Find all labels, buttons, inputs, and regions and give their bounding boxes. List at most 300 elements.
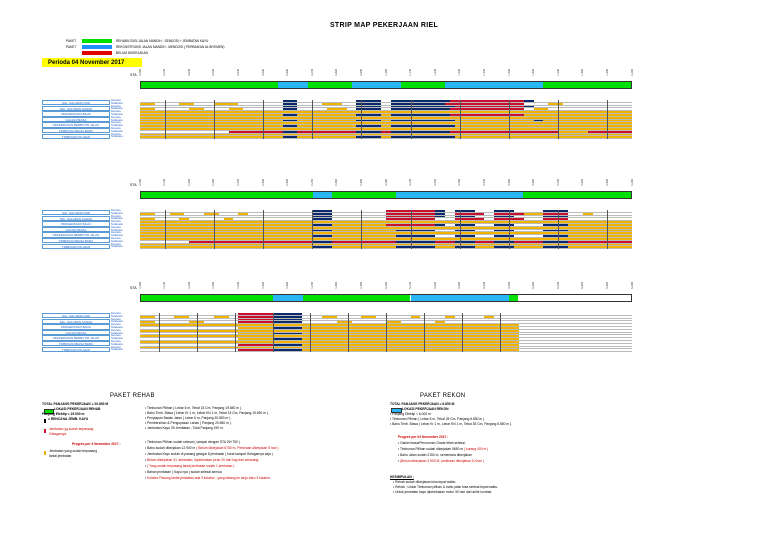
track-segment bbox=[494, 241, 514, 243]
bullet-item bbox=[393, 490, 492, 495]
row-label: GALIAN BIASA bbox=[42, 330, 110, 335]
bullet-item bbox=[398, 453, 472, 458]
track-segment bbox=[273, 327, 303, 329]
row-sub-label: Rencana bbox=[111, 242, 121, 246]
strip-bar bbox=[140, 294, 632, 302]
track-segment bbox=[543, 216, 568, 218]
track-segment bbox=[283, 108, 298, 110]
sta-tick: 4+500 bbox=[261, 282, 265, 289]
sta-tick: 0+600 bbox=[286, 69, 290, 76]
bullet-item bbox=[145, 426, 224, 431]
jembatan-line bbox=[462, 313, 463, 352]
sta-tick: 2+500 bbox=[261, 179, 265, 186]
track-segment bbox=[494, 224, 514, 226]
track-segment bbox=[455, 210, 475, 212]
sta-tick: 5+700 bbox=[556, 282, 560, 289]
sta-tick: 1+900 bbox=[605, 69, 609, 76]
track-segment bbox=[140, 316, 155, 318]
bullet-item bbox=[145, 458, 259, 463]
sta-tick: 3+300 bbox=[458, 179, 462, 186]
bullet-note: ( Yang sudah terpasang lantai jembatan sudah 1 jembatan ) bbox=[147, 464, 235, 468]
sta-tick: 0+500 bbox=[261, 69, 265, 76]
sta-tick: 5+100 bbox=[409, 282, 413, 289]
row-sub-label: Terlaksana bbox=[111, 320, 123, 324]
sta-tick: 2+100 bbox=[163, 179, 167, 186]
row-label: GALIAN BIASA bbox=[42, 227, 110, 232]
track-segment bbox=[568, 230, 632, 232]
track-segment bbox=[514, 241, 544, 243]
track-segment bbox=[356, 136, 381, 138]
track-segment bbox=[312, 224, 332, 226]
track-segment bbox=[140, 125, 283, 127]
track-segment bbox=[297, 136, 356, 138]
bullet-item bbox=[398, 441, 466, 446]
bullet-icon: • bbox=[145, 446, 148, 450]
sta-tick: 0+300 bbox=[212, 69, 216, 76]
row-sub-label: Terlaksana bbox=[111, 223, 123, 226]
track-segment bbox=[445, 103, 524, 105]
sta-tick: 0+800 bbox=[335, 69, 339, 76]
track-segment bbox=[140, 136, 283, 138]
jembatan-line bbox=[509, 210, 510, 249]
track-segment bbox=[396, 235, 435, 237]
bullet-icon: • bbox=[398, 459, 401, 463]
strip-bar bbox=[140, 191, 632, 199]
jembatan-line bbox=[424, 313, 425, 352]
bullet-icon: • bbox=[390, 417, 393, 421]
track-segment bbox=[543, 213, 568, 215]
track-segment bbox=[558, 131, 588, 133]
sta-tick: 1+700 bbox=[556, 69, 560, 76]
bullet-icon: • bbox=[390, 422, 393, 426]
track-segment bbox=[435, 213, 445, 215]
jembatan-line bbox=[214, 210, 215, 249]
track-segment bbox=[302, 333, 518, 335]
track-segment bbox=[238, 349, 272, 351]
jembatan-line bbox=[310, 313, 311, 352]
bullet-item bbox=[145, 464, 234, 469]
sta-tick: 4+900 bbox=[359, 282, 363, 289]
row-sub-label: Rencana bbox=[111, 340, 121, 343]
track-segment bbox=[475, 241, 495, 243]
sta-tick: 2+000 bbox=[138, 179, 142, 186]
row-label: SAL. SALURAN KIRI bbox=[42, 210, 110, 215]
bullet-item bbox=[145, 406, 242, 411]
bullet-note: ( kurang 400 m ) bbox=[464, 447, 489, 451]
sta-tick: 2+400 bbox=[236, 179, 240, 186]
row-sub-label: Terlaksana bbox=[111, 217, 123, 221]
track-segment bbox=[179, 103, 194, 105]
row-label: PERKERASAN BERBUTIR JALAN bbox=[42, 335, 110, 340]
track-segment bbox=[475, 246, 495, 248]
row-sub-label: Terlaksana bbox=[111, 342, 123, 346]
track-segment bbox=[568, 224, 632, 226]
track-segment bbox=[543, 241, 568, 243]
row-label: PENGERASAN BAHU bbox=[42, 221, 110, 226]
bullet-text: Timbunan Pilihan ( Lebar 6 m, Tebal 25 Cm, Panjang 6.850 m ). bbox=[392, 417, 486, 421]
sta-tick: 2+700 bbox=[310, 179, 314, 186]
bullet-item bbox=[398, 447, 488, 452]
jembatan-line bbox=[411, 100, 412, 139]
track-segment bbox=[435, 216, 445, 218]
legend-swatch-green bbox=[82, 39, 112, 43]
row-sub-label: Rencana bbox=[111, 323, 121, 327]
jembatan-line bbox=[411, 210, 412, 249]
bullet-note: Kolabor Pasang lantai jembatan ada 3 kolabor , yang datang ke lanju baru 3 kolabor. bbox=[147, 476, 271, 480]
bullet-icon: • bbox=[393, 485, 396, 489]
sta-tick: 4+800 bbox=[335, 282, 339, 289]
bar-segment bbox=[509, 295, 519, 301]
sta-tick: 6+000 bbox=[630, 282, 634, 289]
track-segment bbox=[391, 103, 445, 105]
bullet-icon: • bbox=[145, 470, 148, 474]
row-sub-label: Terlaksana bbox=[111, 239, 123, 243]
track-segment bbox=[283, 106, 298, 108]
track-segment bbox=[332, 224, 386, 226]
track-segment bbox=[583, 213, 593, 215]
track-segment bbox=[140, 213, 155, 215]
track-segment bbox=[396, 246, 435, 248]
bullet-item bbox=[145, 446, 278, 451]
rekon-total: TOTAL PANJANG PEKERJAAN = 6.850 M bbox=[390, 402, 455, 406]
jembatan-line bbox=[460, 210, 461, 249]
sta-tick: 0+000 bbox=[138, 69, 142, 76]
track-segment bbox=[297, 114, 356, 116]
track-segment bbox=[396, 241, 435, 243]
bar-segment bbox=[543, 82, 631, 88]
row-sub-label: Terlaksana bbox=[111, 101, 123, 105]
track-segment bbox=[140, 235, 312, 237]
bullet-text: Bahu sudah dikerjakan 12.900 m bbox=[147, 446, 197, 450]
jembatan-marker-icon bbox=[44, 419, 46, 423]
bullet-icon: • bbox=[398, 441, 401, 445]
track-segment bbox=[238, 344, 272, 346]
jembatan-line bbox=[197, 313, 198, 352]
jembatan-line bbox=[386, 313, 387, 352]
bullet-note: ( Belum dikerjakan 6750 m, Perkiraan dikerjakan 5 hari ) bbox=[196, 446, 279, 450]
track-segment bbox=[361, 316, 376, 318]
legend-row-rekon bbox=[66, 44, 224, 49]
bullet-icon: • bbox=[145, 452, 148, 456]
bullet-item bbox=[393, 485, 498, 490]
track-segment bbox=[273, 333, 303, 335]
bullet-icon: • bbox=[145, 458, 148, 462]
track-segment bbox=[391, 106, 455, 108]
track-segment bbox=[283, 114, 298, 116]
track-segment bbox=[332, 230, 396, 232]
rehab-panjang: Panjang Efektip = 19.000 m bbox=[42, 412, 85, 416]
track-segment bbox=[356, 103, 381, 105]
row-label: SAL. SALURAN KIRI bbox=[42, 313, 110, 318]
sta-tick: 5+800 bbox=[581, 282, 585, 289]
track-segment bbox=[273, 344, 303, 346]
jembatan-line bbox=[165, 210, 166, 249]
track-segment bbox=[214, 316, 229, 318]
bullet-icon: • bbox=[393, 490, 396, 494]
jembatan-line bbox=[263, 210, 264, 249]
track-segment bbox=[297, 120, 356, 122]
row-sub-label: Rencana bbox=[111, 121, 121, 125]
sta-tick: 1+500 bbox=[507, 69, 511, 76]
sta-tick: 1+200 bbox=[433, 69, 437, 76]
rekon-title: PAKET REKON bbox=[420, 393, 466, 399]
track-segment bbox=[381, 131, 391, 133]
rehab-title: PAKET REHAB bbox=[110, 393, 155, 399]
bar-segment bbox=[352, 82, 401, 88]
row-sub-label: Rencana bbox=[111, 220, 121, 224]
bullet-item bbox=[145, 452, 273, 457]
track-segment bbox=[455, 120, 534, 122]
strip-bar bbox=[140, 81, 632, 89]
track-segment bbox=[391, 131, 450, 133]
track-segment bbox=[337, 321, 352, 323]
rehab-rencana: = RENCANA JEMB. KAYU bbox=[48, 417, 89, 421]
track-segment bbox=[356, 114, 381, 116]
track-segment bbox=[312, 218, 332, 220]
sta-tick: 0+700 bbox=[310, 69, 314, 76]
track-segment bbox=[543, 230, 568, 232]
track-segment bbox=[356, 108, 381, 110]
track-segment bbox=[455, 216, 475, 218]
bar-segment bbox=[396, 192, 523, 198]
bullet-icon: • bbox=[145, 421, 148, 425]
bullet-text: Jembatan Kayu sudah di pasang gelagar 8 jembatan ( kurai sampai Gelagarnya saja ) bbox=[147, 452, 273, 456]
row-label: TIMBUNAN BIASA BARU bbox=[42, 128, 110, 133]
bullet-text: Bahan jembatan ( Kayu nya ) sudah selesai semua bbox=[147, 470, 222, 474]
sta-tick: 3+500 bbox=[507, 179, 511, 186]
bar-segment bbox=[141, 82, 278, 88]
bullet-icon: • bbox=[145, 426, 148, 430]
jembatan-line bbox=[509, 100, 510, 139]
row-sub-label: Rencana bbox=[111, 328, 121, 332]
track-segment bbox=[229, 131, 283, 133]
legend-label: BELUM DIKERJAKAN bbox=[116, 50, 148, 55]
row-sub-label: Terlaksana bbox=[111, 228, 123, 232]
legend-label: REHABILITASI JALAN MANDIH - SENDOSI + JEMBATAN KAYU bbox=[116, 38, 209, 43]
bullet-text: Panjang Efektip = 6.000 m bbox=[392, 412, 431, 416]
track-segment bbox=[174, 316, 189, 318]
sta-tick: 2+300 bbox=[212, 179, 216, 186]
track-segment bbox=[332, 235, 396, 237]
track-segment bbox=[140, 321, 155, 323]
track-segment bbox=[332, 246, 396, 248]
track-segment bbox=[411, 316, 421, 318]
track-segment bbox=[568, 241, 632, 243]
track-segment bbox=[494, 230, 514, 232]
track-segment bbox=[391, 108, 450, 110]
track-segment bbox=[140, 114, 283, 116]
jembatan-line bbox=[159, 313, 160, 352]
row-label: PENGERASAN BAHU bbox=[42, 111, 110, 116]
sta-tick: 3+400 bbox=[482, 179, 486, 186]
row-label: PERKERASAN BERBUTIR JALAN bbox=[42, 232, 110, 237]
track-segment bbox=[445, 316, 455, 318]
bullet-item bbox=[145, 476, 271, 481]
row-sub-label: Rencana bbox=[111, 132, 121, 136]
track-segment bbox=[568, 235, 632, 237]
track-segment bbox=[238, 327, 272, 329]
track-segment bbox=[312, 213, 332, 215]
rehab-lokasi: LOKASI PEKERJAAN REHAB bbox=[54, 407, 101, 411]
track-segment bbox=[543, 246, 568, 248]
track-segment bbox=[356, 120, 381, 122]
row-sub-label: Terlaksana bbox=[111, 337, 123, 341]
bar-segment bbox=[411, 295, 509, 301]
row-label: SAL. SALURAN KIRI bbox=[42, 100, 110, 105]
sta-tick: 3+700 bbox=[556, 179, 560, 186]
jembatan-line bbox=[607, 100, 608, 139]
bullet-icon: • bbox=[145, 476, 148, 480]
track-segment bbox=[455, 224, 475, 226]
row-sub-label: Rencana bbox=[111, 115, 121, 119]
jembatan-line bbox=[361, 210, 362, 249]
track-segment bbox=[140, 246, 312, 248]
track-segment bbox=[273, 321, 303, 323]
track-segment bbox=[534, 108, 549, 110]
jembatan-line bbox=[214, 100, 215, 139]
track-segment bbox=[391, 125, 455, 127]
bar-segment bbox=[141, 295, 273, 301]
track-segment bbox=[224, 218, 234, 220]
track-segment bbox=[588, 131, 632, 133]
bullet-icon: • bbox=[145, 440, 148, 444]
track-segment bbox=[381, 114, 391, 116]
row-label: PERKERASAN BERBUTIR JALAN bbox=[42, 122, 110, 127]
sta-tick: 4+100 bbox=[163, 282, 167, 289]
sta-tick: 5+900 bbox=[605, 282, 609, 289]
track-segment bbox=[273, 338, 303, 340]
track-segment bbox=[322, 103, 342, 105]
rekon-progres: Progres per 04 November 2017 : bbox=[398, 435, 449, 439]
row-sub-label: Rencana bbox=[111, 214, 121, 218]
bullet-text: Bahu Jalan sudah 2150 m, sementara dikerjakan bbox=[400, 453, 472, 457]
track-segment bbox=[494, 235, 514, 237]
track-segment bbox=[381, 120, 391, 122]
sta-tick: 4+000 bbox=[630, 179, 634, 186]
rehab-legend-yellow: Jembatan yang sudah terpasang lantai jembatan bbox=[49, 449, 98, 458]
track-segment bbox=[524, 114, 632, 116]
track-segment bbox=[273, 319, 303, 321]
track-segment bbox=[140, 108, 155, 110]
row-sub-label: Rencana bbox=[111, 345, 121, 349]
bar-segment bbox=[141, 192, 313, 198]
track-segment bbox=[391, 114, 450, 116]
row-label: TIMBUNAN PILIHAN bbox=[42, 244, 110, 249]
jembatan-line bbox=[558, 100, 559, 139]
track-segment bbox=[302, 349, 518, 351]
track-segment bbox=[214, 103, 239, 105]
sta-tick: 4+000 bbox=[138, 282, 142, 289]
track-segment bbox=[391, 100, 450, 102]
track-segment bbox=[238, 316, 272, 318]
bullet-note: (Belum dikerjakan 3 900 M, perkiraan dikerjakan 10 hari ) bbox=[400, 459, 484, 463]
track-segment bbox=[455, 235, 475, 237]
track-segment bbox=[179, 218, 189, 220]
track-segment bbox=[238, 321, 272, 323]
bullet-text: Jembatan Kayu 39 Jembatan ; Total Panjang 190 m. bbox=[147, 426, 224, 430]
track-segment bbox=[396, 230, 435, 232]
bullet-icon: • bbox=[393, 480, 396, 484]
row-sub-label: Terlaksana bbox=[111, 135, 123, 139]
sta-tick: 3+100 bbox=[409, 179, 413, 186]
track-segment bbox=[435, 321, 445, 323]
jembatan-line bbox=[361, 100, 362, 139]
track-segment bbox=[332, 241, 396, 243]
jembatan-line bbox=[273, 313, 274, 352]
track-segment bbox=[312, 216, 332, 218]
track-segment bbox=[455, 106, 524, 108]
track-segment bbox=[450, 131, 558, 133]
row-sub-label: Rencana bbox=[111, 334, 121, 338]
track-segment bbox=[312, 241, 332, 243]
track-segment bbox=[238, 319, 272, 321]
track-segment bbox=[312, 210, 332, 212]
bullet-item bbox=[390, 417, 485, 422]
track-segment bbox=[391, 120, 455, 122]
row-sub-label: Rencana bbox=[111, 312, 121, 315]
track-segment bbox=[356, 100, 381, 102]
track-segment bbox=[204, 213, 219, 215]
track-segment bbox=[534, 120, 544, 122]
track-segment bbox=[435, 224, 445, 226]
sta-tick: 2+600 bbox=[286, 179, 290, 186]
track-segment bbox=[283, 103, 298, 105]
track-segment bbox=[524, 100, 534, 102]
track-segment bbox=[140, 120, 283, 122]
bullet-item bbox=[398, 459, 484, 464]
jembatan-lantai-icon bbox=[44, 451, 46, 455]
track-segment bbox=[356, 106, 381, 108]
track-segment bbox=[273, 316, 303, 318]
jembatan-line bbox=[312, 100, 313, 139]
row-label: TIMBUNAN BIASA BARU bbox=[42, 341, 110, 346]
track-segment bbox=[273, 349, 303, 351]
sta-label: STA bbox=[130, 183, 137, 187]
track-segment bbox=[302, 327, 518, 329]
legend-key: PAKET bbox=[66, 38, 77, 43]
track-segment bbox=[568, 246, 632, 248]
bullet-item bbox=[145, 470, 222, 475]
bullet-item bbox=[145, 421, 232, 426]
sta-tick: 5+000 bbox=[384, 282, 388, 289]
sta-tick: 5+200 bbox=[433, 282, 437, 289]
bullet-icon: • bbox=[145, 416, 148, 420]
track-segment bbox=[140, 230, 312, 232]
row-sub-label: Terlaksana bbox=[111, 348, 123, 352]
track-segment bbox=[450, 108, 524, 110]
sta-tick: 0+100 bbox=[163, 69, 167, 76]
track-segment bbox=[386, 321, 401, 323]
sta-tick: 5+500 bbox=[507, 282, 511, 289]
jembatan-line bbox=[165, 100, 166, 139]
sta-tick: 3+200 bbox=[433, 179, 437, 186]
track-segment bbox=[283, 131, 298, 133]
sta-tick: 1+800 bbox=[581, 69, 585, 76]
track-segment bbox=[238, 213, 248, 215]
track-segment bbox=[238, 333, 272, 335]
bullet-icon: • bbox=[398, 447, 401, 451]
legend-key: PAKET bbox=[66, 44, 77, 49]
track-segment bbox=[283, 120, 298, 122]
bar-segment bbox=[273, 295, 302, 301]
row-sub-label: Terlaksana bbox=[111, 331, 123, 335]
jembatan-line bbox=[263, 100, 264, 139]
row-label: SAL. SALURAN KANAN bbox=[42, 106, 110, 111]
rehab-total: TOTAL PANJANG PEKERJAAN = 20.800 M bbox=[42, 402, 109, 406]
bullet-text: Untuk jembatan kayu diperkirakan molor 30 hari dari akhir kontrak. bbox=[395, 490, 493, 494]
bullet-icon: • bbox=[398, 453, 401, 457]
track-segment bbox=[312, 235, 332, 237]
